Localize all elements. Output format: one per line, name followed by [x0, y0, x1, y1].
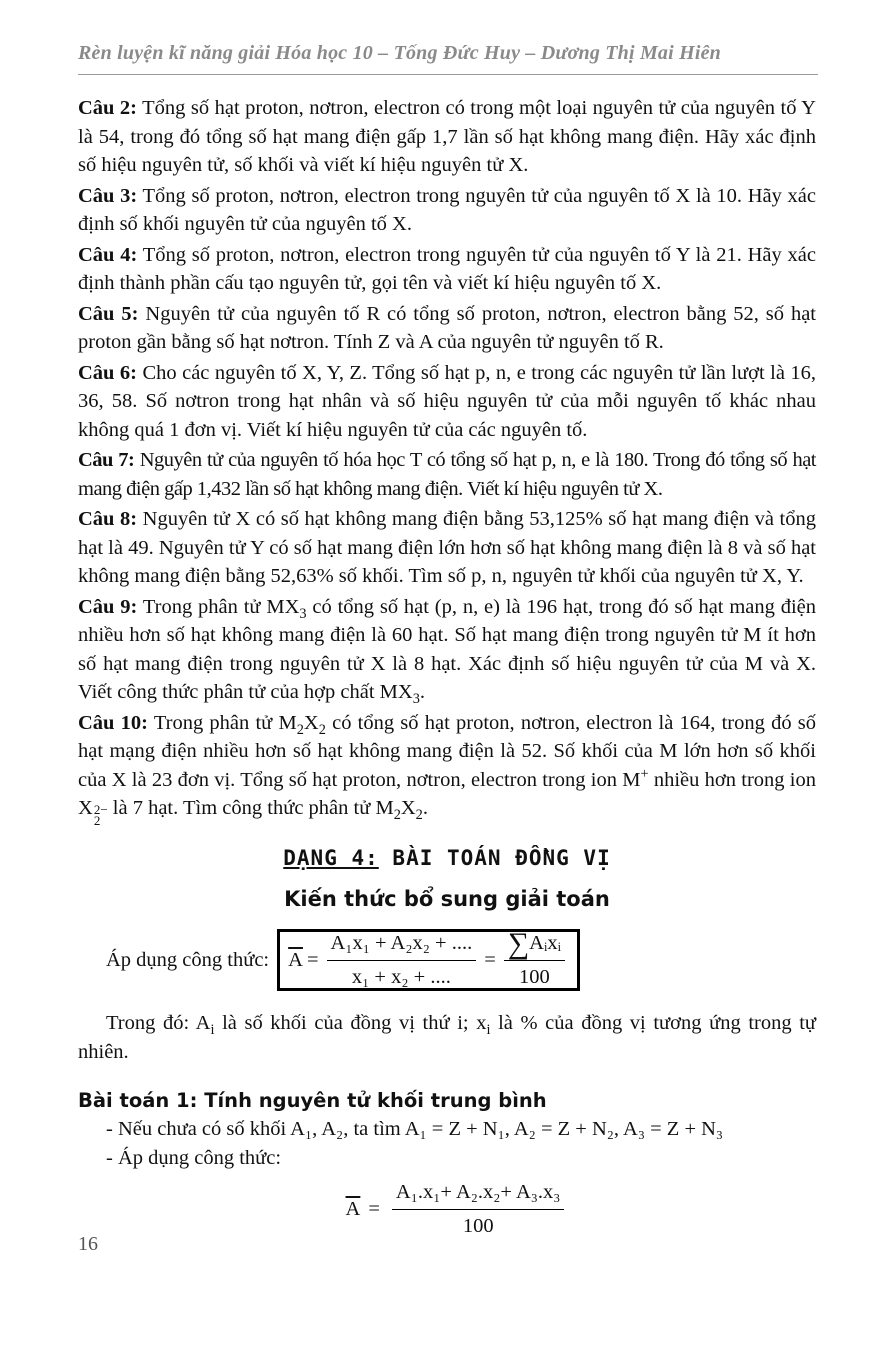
sum-term: Aᵢxᵢ	[529, 931, 561, 954]
formula-box	[277, 926, 580, 991]
subscript: 3	[299, 605, 307, 622]
ion-symbol: X	[78, 797, 93, 819]
question-label: Câu 5:	[78, 302, 139, 325]
question-text: Tổng số proton, nơtron, electron trong nguyên tử của nguyên tố X là 10. Hãy xác định số khối nguyên tử của nguyên tố X.	[78, 184, 816, 235]
sigma-symbol: ∑	[507, 926, 530, 960]
question-text: có tổng số hạt (p, n, e) là 196 hạt, trong đó số hạt mang điện nhiều hơn số hạt không mang điện là 60 hạt. Số hạt mang điện trong nguyên tử M ít hơn số hạt mang điện trong nguyên tử X là 8 hạt. Xác định số hiệu nguyên tử của M và X. Viết công thức phân tử của hợp chất MX	[78, 595, 816, 703]
explain-text: Trong đó: A	[106, 1012, 211, 1034]
page-content	[78, 94, 816, 1240]
question-7	[78, 446, 816, 503]
running-header: Rèn luyện kĩ năng giải Hóa học 10 – Tống Đức Huy – Dương Thị Mai Hiên	[78, 42, 721, 64]
fraction-numerator: A₁.x₁+ A₂.x₂+ A₃.x₃	[392, 1178, 565, 1210]
question-9	[78, 593, 816, 707]
question-text: X	[400, 797, 416, 819]
question-text: Nguyên tử của nguyên tố hóa học T có tổng số hạt p, n, e là 180. Trong đó tổng số hạt mang điện gấp 1,432 lần số hạt không mang điện. Viết kí hiệu nguyên tử X.	[78, 449, 816, 500]
section-title: BÀI TOÁN ĐỒNG VỊ	[378, 846, 611, 870]
section-label: DẠNG 4:	[283, 846, 379, 870]
ion-subscript: 2	[93, 813, 101, 828]
fraction-denominator: x₁ + x₂ + ....	[351, 965, 451, 988]
question-8	[78, 505, 816, 591]
formula-row	[106, 921, 816, 999]
fraction	[327, 929, 477, 991]
question-text: .	[422, 797, 428, 819]
question-text: Nguyên tử X có số hạt không mang điện bằng 53,125% số hạt mang điện và tổng hạt là 49. Nguyên tử Y có số hạt mang điện lớn hơn số hạt không mang điện là 8 và số hạt không mang điện bằng 52,63% số khối. Tìm số p, n, nguyên tử khối của nguyên tử X, Y.	[78, 508, 816, 587]
question-text: nhiều hơn trong ion	[648, 768, 817, 791]
question-text: có tổng số hạt proton, nơtron, electron là 164, trong đó số hạt mạng điện nhiều hơn số hạt không mang điện là 52. Số khối của M lớn hơn số khối của X là 23 đơn vị. Tổng số hạt proton, nơtron, electron trong ion M	[78, 711, 816, 791]
formula-label: Áp dụng công thức:	[106, 948, 270, 971]
bullet-item: - Nếu chưa có số khối A₁, A₂, ta tìm A₁ = Z + N₁, A₂ = Z + N₂, A₃ = Z + N₃	[106, 1118, 724, 1140]
explain-text: là % của đồng vị tương ứng trong tự nhiên.	[78, 1012, 817, 1063]
fraction-denominator: 100	[462, 1214, 494, 1237]
question-10	[78, 709, 816, 827]
subscript: 2	[296, 721, 304, 738]
subsection-heading: Kiến thức bổ sung giải toán	[284, 886, 610, 911]
subscript: i	[486, 1022, 491, 1039]
question-label: Câu 3:	[78, 184, 138, 207]
question-text: là 7 hạt. Tìm công thức phân tử M	[107, 797, 394, 819]
ion-charge: 2−	[93, 802, 108, 817]
question-6	[78, 359, 816, 445]
question-label: Câu 2:	[78, 97, 138, 119]
page-number: 16	[78, 1233, 98, 1255]
question-5	[78, 300, 816, 357]
subscript: 2	[318, 721, 326, 738]
question-label: Câu 8:	[78, 508, 138, 530]
fraction-numerator	[504, 926, 565, 962]
subscript: 2	[393, 807, 401, 824]
question-label: Câu 9:	[78, 595, 138, 618]
superscript: +	[640, 765, 649, 782]
problem-title: Bài toán 1: Tính nguyên tử khối trung bình	[78, 1088, 547, 1112]
question-label: Câu 4:	[78, 243, 138, 266]
ion-charge-stack	[94, 804, 108, 826]
question-4	[78, 241, 816, 298]
equals-sign: =	[368, 1197, 380, 1220]
fraction-numerator: A₁x₁ + A₂x₂ + ....	[327, 929, 477, 961]
question-label: Câu 7:	[78, 449, 135, 471]
formula-lhs: $\overline{A}$	[345, 1197, 361, 1220]
section-heading	[78, 844, 816, 873]
bullet-item: - Áp dụng công thức:	[106, 1146, 282, 1169]
question-text: X	[303, 711, 319, 734]
question-text: Nguyên tử của nguyên tố R có tổng số proton, nơtron, electron bằng 52, số hạt proton gần bằng số hạt nơtron. Tính Z và A của nguyên tử nguyên tố R.	[78, 302, 816, 353]
subscript: 2	[415, 807, 423, 824]
explanation-paragraph	[78, 1009, 816, 1066]
subscript: 3	[412, 691, 420, 708]
question-label: Câu 6:	[78, 361, 137, 384]
question-text: Tổng số proton, nơtron, electron trong nguyên tử của nguyên tố Y là 21. Hãy xác định thành phần cấu tạo nguyên tử, gọi tên và viết kí hiệu nguyên tố X.	[78, 243, 816, 294]
fraction-sum	[504, 926, 565, 992]
question-2	[78, 94, 816, 180]
equals-sign: =	[306, 948, 319, 971]
question-3	[78, 182, 816, 239]
fraction-denominator: 100	[518, 966, 550, 988]
fraction	[392, 1178, 565, 1240]
explain-text: là số khối của đồng vị thứ i; x	[214, 1012, 487, 1034]
average-mass-formula	[98, 1178, 816, 1240]
formula-lhs: $\overline{A}$	[288, 948, 303, 971]
question-text: Tổng số hạt proton, nơtron, electron có trong một loại nguyên tử của nguyên tố Y là 54, trong đó tổng số hạt mang điện gấp 1,7 lần số hạt không mang điện. Hãy xác định số hiệu nguyên tử, số khối và viết kí hiệu nguyên tử X.	[78, 97, 816, 176]
question-label: Câu 10:	[78, 711, 148, 734]
header-divider	[78, 74, 818, 75]
equals-sign: =	[484, 948, 496, 971]
question-text: .	[419, 681, 425, 703]
subscript: i	[210, 1022, 215, 1039]
question-text: Trong phân tử MX	[142, 595, 300, 618]
question-text: Cho các nguyên tố X, Y, Z. Tổng số hạt p, n, e trong các nguyên tử lần lượt là 16, 36, 58. Số nơtron trong hạt nhân và số hiệu nguyên tử của mỗi nguyên tố khác nhau không quá 1 đơn vị. Viết kí hiệu nguyên tử của các nguyên tố.	[78, 361, 817, 441]
question-text: Trong phân tử M	[153, 711, 297, 734]
